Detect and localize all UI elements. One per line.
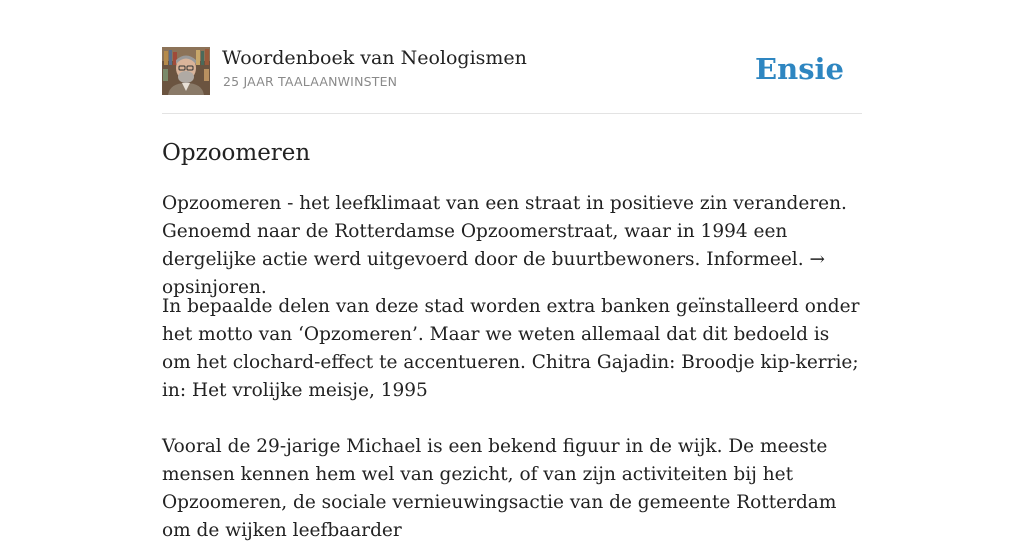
header-divider (162, 113, 862, 114)
author-avatar[interactable] (162, 47, 210, 95)
site-header (162, 46, 862, 96)
page (162, 0, 862, 541)
site-title[interactable]: Woordenboek van Neologismen (222, 47, 527, 69)
entry-definition: Opzoomeren - het leefklimaat van een straat in positieve zin veranderen. Genoemd naar de Rotterdamse Opzoomerstraat, waar in 1994 een dergelijke actie werd uitgevoerd door de buurtbewoners. Informeel. → opsinjoren. (162, 193, 847, 298)
entry-quote: Vooral de 29-jarige Michael is een bekend figuur in de wijk. De meeste mensen kennen hem wel van gezicht, of van zijn activiteiten bij het Opzoomeren, de sociale vernieuwingsactie van de gemeente Rotterdam om de wijken leefbaarder (162, 436, 837, 541)
site-subtitle: 25 JAAR TAALAANWINSTEN (223, 74, 398, 89)
entry-quote: In bepaalde delen van deze stad worden extra banken geïnstalleerd onder het motto van ‘Opzomeren’. Maar we weten allemaal dat dit bedoeld is om het clochard-effect te accentueren. Chitra Gajadin: Broodje kip-kerrie; in: Het vrolijke meisje, 1995 (162, 296, 860, 401)
ensie-logo-link[interactable]: Ensie (755, 52, 844, 86)
author-portrait-image (162, 47, 210, 95)
entry-title: Opzoomeren (162, 140, 311, 166)
